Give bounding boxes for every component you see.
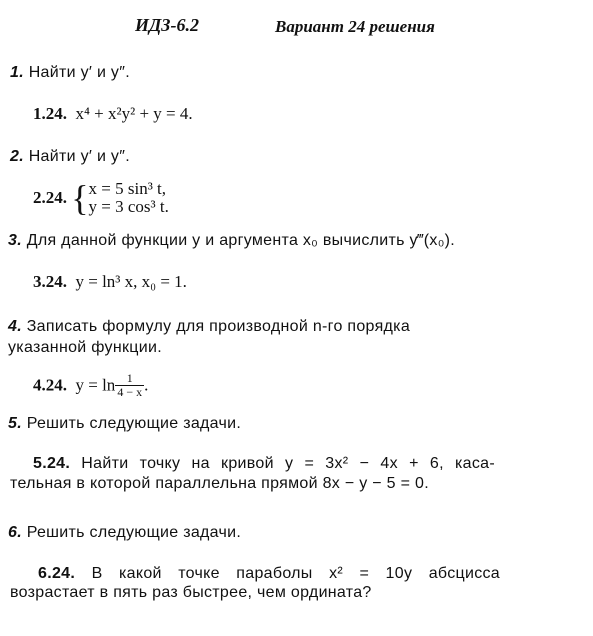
problem-5-line-2: тельная в которой параллельна прямой 8x − y − 5 = 0. [10,475,429,492]
problem-5-number: 5.24. [33,455,71,472]
problem-5-line-1: Найти точку на кривой y = 3x² − 4x + 6, каса- [81,455,496,472]
task-2-number: 2. [10,148,24,165]
problem-4-number: 4.24. [33,375,67,395]
task-4-text-1: Записать формулу для производной n-го порядка [26,318,411,335]
doc-title: ИДЗ-6.2 [135,15,199,35]
problem-5 [33,455,495,473]
task-6-number: 6. [8,524,22,541]
problem-2-line-2: y = 3 cos³ t. [88,197,169,216]
variant-title: Вариант 24 решения [275,17,435,36]
problem-2 [33,180,169,216]
problem-3-formula: y = ln³ x, x₀ = 1. [75,272,187,291]
task-3-text: Для данной функции y и аргумента x₀ вычислить y‴(x₀). [26,232,456,249]
problem-4-fraction [115,372,144,399]
problem-1-formula: x⁴ + x²y² + y = 4. [75,104,193,123]
task-1-number: 1. [10,64,24,81]
problem-6-number: 6.24. [38,565,76,582]
problem-1-number: 1.24. [33,104,67,123]
problem-4-suffix: . [144,375,149,395]
task-6 [8,524,241,542]
fraction-denominator: 4 − x [117,385,143,399]
task-5-text: Решить следующие задачи. [26,415,242,432]
task-4-line-2: указанной функции. [8,339,162,356]
problem-3 [33,272,187,292]
task-1-text: Найти y′ и y″. [28,64,130,81]
fraction-numerator: 1 [126,371,133,385]
task-5 [8,415,241,433]
task-2-text: Найти y′ и y″. [28,148,130,165]
problem-1 [33,104,193,124]
task-3-number: 3. [8,232,22,249]
problem-2-number: 2.24. [33,188,67,207]
problem-6 [38,565,500,583]
problem-4 [33,372,148,399]
task-1 [10,64,130,82]
task-3 [8,232,455,250]
task-5-number: 5. [8,415,22,432]
task-2 [10,148,130,166]
task-4-line-1 [8,318,410,336]
task-6-text: Решить следующие задачи. [26,524,242,541]
system-brace: { [71,178,89,218]
task-4-number: 4. [8,318,22,335]
problem-3-number: 3.24. [33,272,67,291]
problem-2-line-1: x = 5 sin³ t, [88,179,167,198]
problem-6-line-2: возрастает в пять раз быстрее, чем ордината? [10,584,372,601]
problem-6-line-1: В какой точке параболы x² = 10y абсцисса [91,565,501,582]
problem-4-prefix: y = ln [75,375,116,395]
